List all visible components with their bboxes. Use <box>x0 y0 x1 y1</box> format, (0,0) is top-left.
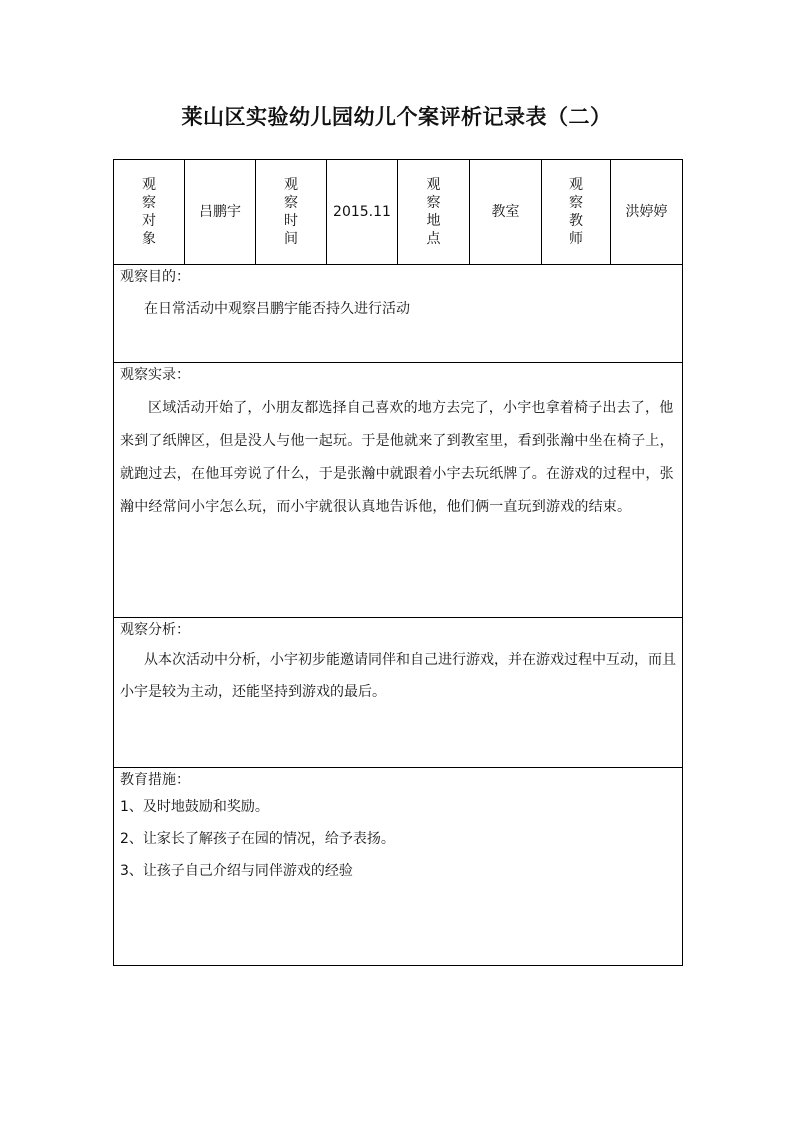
analysis-heading: 观察分析： <box>120 622 190 638</box>
record-table <box>113 159 683 966</box>
time-label: 观 察 时 间 <box>256 160 327 265</box>
purpose-row <box>114 265 683 363</box>
page-title: 莱山区实验幼儿园幼儿个案评析记录表（二） <box>181 105 612 129</box>
header-row <box>114 160 683 265</box>
record-text: 区域活动开始了，小朋友都选择自己喜欢的地方去完了，小宇也拿着椅子出去了，他来到了纸牌区，但是没人与他一起玩。于是他就来了到教室里，看到张瀚中坐在椅子上，就跑过去，在他耳旁说了什么，于是张瀚中就跟着小宇去玩纸牌了。在游戏的过程中，张瀚中经常问小宇怎么玩，而小宇就很认真地告诉他，他们俩一直玩到游戏的结束。 <box>120 400 674 515</box>
place-value: 教室 <box>470 160 542 265</box>
place-label: 观 察 地 点 <box>398 160 470 265</box>
measures-heading: 教育措施： <box>120 772 190 788</box>
time-value: 2015.11 <box>327 160 398 265</box>
analysis-text: 从本次活动中分析，小宇初步能邀请同伴和自己进行游戏，并在游戏过程中互动，而且小宇是较为主动，还能坚持到游戏的最后。 <box>120 652 676 700</box>
purpose-heading: 观察目的： <box>120 269 190 285</box>
record-heading: 观察实录： <box>120 367 190 383</box>
measure-item: 2、让家长了解孩子在园的情况，给予表扬。 <box>120 831 395 847</box>
record-row <box>114 363 683 618</box>
analysis-row <box>114 618 683 768</box>
purpose-text: 在日常活动中观察吕鹏宇能否持久进行活动 <box>144 301 410 317</box>
teacher-value: 洪婷婷 <box>611 160 683 265</box>
subject-label: 观 察 对 象 <box>114 160 185 265</box>
measures-row <box>114 768 683 966</box>
measure-item: 3、让孩子自己介绍与同伴游戏的经验 <box>120 863 353 879</box>
teacher-label: 观 察 教 师 <box>542 160 611 265</box>
measure-item: 1、及时地鼓励和奖励。 <box>120 799 269 815</box>
subject-value: 吕鹏宇 <box>185 160 256 265</box>
